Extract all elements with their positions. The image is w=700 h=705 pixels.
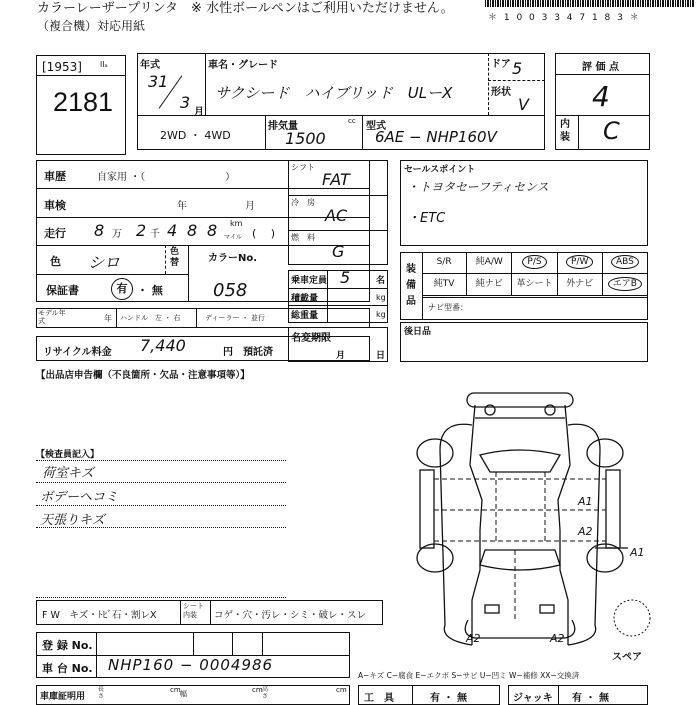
divider [36, 505, 286, 506]
dealer-option: ディーラー ・ 並行 [205, 314, 265, 322]
divider [488, 53, 489, 115]
lot-number: 2181 [53, 87, 114, 117]
divider [180, 600, 181, 625]
year-unit: 年 [177, 201, 187, 212]
ac-label: 冷 房 [291, 198, 315, 207]
divider [262, 632, 263, 655]
height-label: 高さ [262, 686, 269, 700]
name-label: 車名・グレード [208, 60, 278, 71]
navi-model-label: ナビ型番： [428, 303, 468, 312]
divider [96, 632, 97, 678]
eval-score: 4 [592, 80, 610, 113]
divider [288, 230, 388, 231]
equipment-item [558, 274, 603, 296]
damage-mark: A2 [550, 632, 565, 645]
equipment-item [467, 274, 512, 296]
damage-mark: A1 [578, 495, 593, 508]
displacement-label: 排気量 [268, 121, 298, 132]
tools-value: 有 ・ 無 [430, 693, 467, 704]
mile-unit: マイル [224, 234, 242, 241]
handle-option: ハンドル 左 ・ 右 [120, 314, 181, 322]
divider [327, 270, 328, 323]
equipment-label: 純ナビ [475, 279, 503, 289]
divider [193, 632, 194, 655]
capacity-unit: 名 [376, 276, 386, 286]
divider [362, 115, 363, 150]
warranty-yes: 有 [111, 278, 133, 300]
sales-point-label: セールスポイント [404, 165, 476, 175]
history-label: 車歴 [44, 170, 66, 183]
equipment-item [512, 252, 557, 274]
cm-unit: cm [336, 686, 347, 694]
sales-point-item: ・トヨタセーフティセンス [407, 180, 549, 194]
divider [188, 245, 189, 302]
model-year-unit: 年 [104, 314, 112, 323]
mileage-man: 8 [94, 221, 105, 240]
fuel-label: 燃 料 [291, 233, 315, 242]
later-items-box [400, 322, 648, 362]
inspector-label: 【検査員記入】 [36, 450, 100, 460]
equipment-label: P/S [522, 255, 546, 269]
load-label: 積載量 [291, 294, 319, 304]
equipment-label: ABS [611, 255, 639, 269]
color-change-label: 色替 [170, 247, 180, 268]
divider [288, 288, 388, 289]
divider [578, 115, 579, 150]
ac-value: AC [325, 206, 348, 225]
equipment-label: 装備品 [406, 264, 416, 307]
inspector-note: 荷室キズ [42, 466, 94, 481]
divider [36, 597, 286, 598]
tools-label: 工 具 [364, 693, 394, 704]
inspection-label: 車検 [44, 199, 66, 212]
inspector-note: 天張りキズ [40, 513, 105, 528]
color-no-label: カラーNo. [208, 253, 258, 264]
year-label: 年式 [140, 60, 160, 71]
damage-mark: A1 [630, 546, 645, 559]
barcode-number: ＊ 1 0 0 3 3 4 7 1 8 3 ＊ [488, 13, 641, 23]
gross-unit: kg [376, 310, 386, 319]
sales-point-item: ・ETC [407, 211, 446, 226]
nc-day: 日 [376, 351, 386, 361]
interior-score: C [603, 117, 620, 145]
seat-label: シート内装 [183, 602, 204, 619]
nc-month: 月 [336, 351, 346, 361]
inspector-note: ボデーヘコミ [40, 490, 119, 505]
color-no-value: 058 [213, 280, 248, 301]
width-label: 幅 [180, 690, 187, 698]
spare-label: スペア [612, 652, 642, 663]
mileage-digit: 8 [187, 221, 198, 240]
registration-label: 登 録 No. [42, 639, 93, 652]
seller-note-label: 【出品店申告欄（不良箇所・欠品・注意事項等）】 [36, 370, 250, 381]
km-unit: km [230, 219, 243, 228]
mileage-sen: 2 [136, 221, 147, 240]
equipment-item [422, 252, 467, 274]
cm-unit: cm [170, 686, 181, 694]
equipment-label: 革シート [516, 279, 553, 289]
model-label: 型式 [366, 121, 386, 132]
divider [412, 685, 413, 705]
equipment-label: 外ナビ [566, 279, 594, 289]
divider [196, 308, 197, 328]
car-diagram [400, 380, 700, 660]
divider [165, 245, 166, 274]
year-value: 31 [148, 72, 169, 91]
divider [488, 80, 545, 81]
door-label: ドア [491, 59, 511, 70]
damage-legend: A−キズ C−腐食 E−エクボ S−サビ U−凹ミ W−補修 XX−交換済 [358, 671, 580, 680]
month-label: 月 [194, 107, 204, 118]
equipment-item [422, 274, 467, 296]
chassis-number: NHP160 − 0004986 [108, 656, 274, 674]
warranty-label: 保証書 [46, 284, 79, 297]
load-unit: kg [376, 293, 386, 302]
color-value: シロ [88, 253, 121, 272]
capacity-label: 乗車定員 [291, 276, 328, 286]
equipment-item [603, 274, 648, 296]
mile-paren: ( ) [252, 227, 276, 240]
barcode [485, 0, 695, 7]
equipment-item [558, 252, 603, 274]
equipment-item [603, 252, 648, 274]
model-year-label: モデル年式 [38, 309, 66, 325]
divider [116, 308, 117, 328]
model-code: 6AE − NHP160V [375, 128, 497, 146]
cc-unit: cc [348, 117, 356, 125]
damage-mark: A2 [578, 525, 593, 538]
divider [288, 305, 388, 306]
divider [210, 600, 211, 625]
recycle-label: リサイクル料金 [43, 347, 112, 358]
car-name: サクシード ハイブリッド ULーX [215, 84, 453, 102]
cm-unit: cm [252, 686, 263, 694]
divider [288, 195, 388, 196]
divider [36, 482, 286, 483]
seat-items: コゲ・穴・汚レ・シミ・破レ・スレ [214, 610, 367, 621]
divider [265, 115, 266, 150]
doors-value: 5 [512, 59, 523, 78]
warranty-no: ・ 無 [137, 284, 163, 297]
name-change-label: 名変期限 [291, 333, 331, 344]
shape-label: 形状 [491, 87, 511, 98]
sen-unit: 千 [150, 229, 160, 240]
divider [36, 274, 188, 275]
gross-label: 総重量 [291, 311, 319, 321]
divider [422, 297, 648, 298]
jack-value: 有 ・ 無 [572, 693, 609, 704]
divider [205, 53, 206, 115]
jack-label: ジャッキ [513, 693, 553, 704]
damage-mark: A2 [466, 632, 481, 645]
equipment-item [512, 274, 557, 296]
equipment-item [467, 252, 512, 274]
displacement-value: 1500 [285, 129, 326, 148]
equipment-label: エアB [608, 277, 642, 291]
drive-type: 2WD ・ 4WD [160, 129, 231, 142]
later-items-label: 後日品 [404, 327, 432, 337]
shift-label: シフト [291, 163, 315, 172]
divider [232, 632, 233, 655]
length-label: 長さ [98, 686, 105, 700]
capacity-value: 5 [340, 268, 351, 287]
divider [555, 115, 650, 116]
divider [558, 685, 559, 705]
shift-value: FAT [322, 170, 350, 189]
chassis-label: 車 台 No. [42, 662, 93, 675]
mileage-digit: 4 [167, 221, 178, 240]
header-line1: カラーレーザープリンタ ※ 水性ボールペンはご利用いただけません。 [37, 1, 454, 16]
shape-value: V [518, 95, 529, 114]
recycle-unit: 円 預託済 [223, 347, 273, 358]
man-unit: 万 [112, 229, 122, 240]
divider [36, 75, 126, 76]
header-line2: （複合機）対応用紙 [37, 19, 146, 33]
history-value: 自家用 ・（ ） [97, 172, 236, 183]
lot-code: [1953] [42, 60, 82, 74]
month-value: 3 [180, 93, 191, 112]
garage-label: 車庫証明用 [40, 692, 86, 702]
equipment-label: P/W [566, 255, 593, 269]
mileage-digit: 8 [207, 221, 218, 240]
month-unit: 月 [245, 201, 255, 212]
equipment-label: S/R [436, 257, 452, 267]
fw-label: F W キズ・ﾄﾋﾞ石・割レX [42, 610, 157, 621]
eval-label: 評 価 点 [582, 62, 619, 73]
interior-label: 内装 [560, 119, 570, 143]
equipment-label: 純A/W [475, 257, 503, 267]
lot-suffix: llₐ [100, 60, 108, 69]
color-label: 色 [50, 255, 61, 268]
divider [36, 460, 286, 461]
fuel-value: G [332, 242, 345, 261]
equipment-label: 純TV [433, 279, 455, 289]
divider [555, 74, 650, 75]
mileage-label: 走行 [44, 227, 66, 240]
recycle-value: 7,440 [140, 336, 186, 355]
